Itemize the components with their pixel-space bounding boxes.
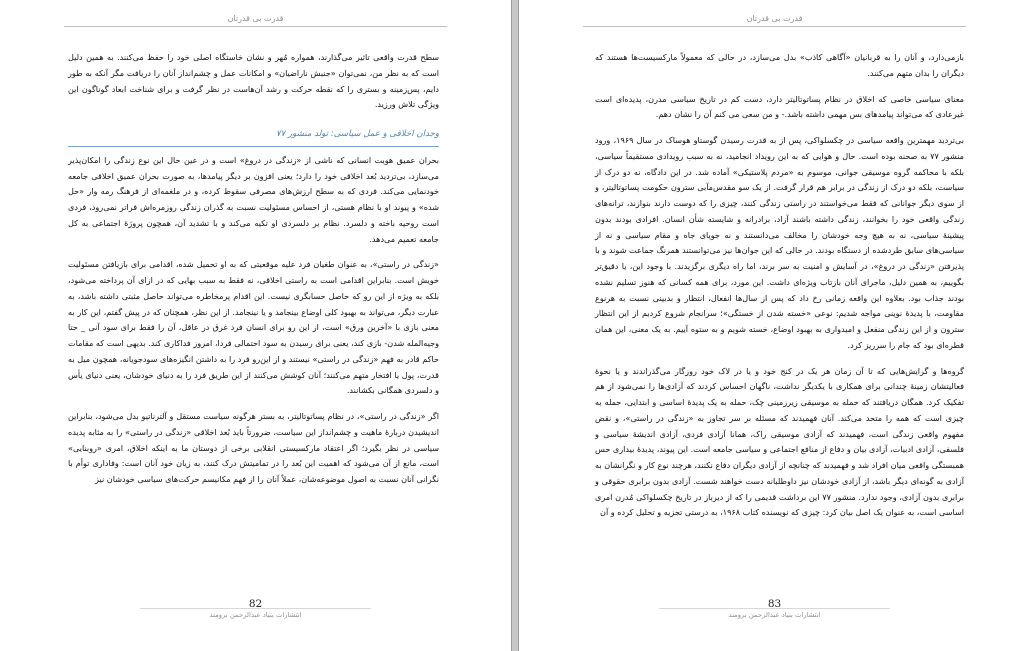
paragraph: بازمی‌دارد، و آنان را به قربانیان «آگاهی کاذب» بدل می‌سازد، در حالی که معمولاً مارکسیست‌ها هستند که دیگران را بدان متهم می‌کنند.	[595, 52, 964, 78]
page-number: 82	[248, 598, 263, 610]
paragraph: معنای سیاسی خاصی که اخلاق در نظام پساتوتالیتر دارد، دست کم در تاریخ سیاسی مدرن، پدیده‌ای است غیرعادی که می‌تواند پیامدهای بس مهمی داشته باشد.- و من سعی می کنم آن را نشان دهم.	[595, 93, 964, 120]
paragraph: «زندگی در راستی»، به عنوان طغیان فرد علیه موقعیتی که به او تحمیل شده، اقدامی برای بازیافتن مسئولیت خویش است. بنابراین اقدامی است به راستی اخلاقی، نه فقط به سبب بهایی که در ازای آن پرداخته می‌شود، بلکه به ویژه از این رو که حاصل حسابگری نیست. این اقدام پرمخاطره می‌تواند حاصل مثبتی داشته باشد، به عبارت دیگر، می‌تواند به بهبود کلی اوضاع بینجامد و یا نینجامد. از این نظر، همچنان که در پیش گفتم، این کار به معنی بازی با «آخرین ورق» است، از این رو برای انسان فرد غرق در عاقل، آن را فقط برای سود آنی _ حتا وجیه‌المله شدن- بازی کند، یعنی برای رسیدن به سود احتمالی فردا، امروز فداکاری کند. بدیهی است که مقامات حاکم قادر به فهم «زندگی در راستی» نیستند و از این‌رو فرد را به داشتن انگیزه‌های سودجویانه، همچون میل به قدرت، پول یا افتخار متهم می‌کنند؛ آنان کوشش می‌کنند از این طریق فرد را به دنیای خودشان، یعنی دنیای یأس و دلسردی همگانی بکشانند.	[68, 259, 439, 396]
publisher-footer: انتشارات بنیاد عبدالرحمن برومند	[728, 611, 821, 619]
right-page	[518, 0, 1030, 651]
paragraph: بی‌تردید مهمترین واقعه سیاسی در چکسلواکی، پس از به قدرت رسیدن گوستاو هوساک در سال ۱۹۶۹، ورود منشور ۷۷ به صحنه بوده است. حال و هوایی که به این رویداد انجامید، نه به سبب رویدادی مستقیماً سیاسی، بلکه با محاکمه گروه موسیقی جوانی، موسوم به «مردم پلاستیکی» آماده شد. در این دادگاه، نه دو درک از سیاست، بلکه دو درک از زندگی در برابر هم قرار گرفت. از یک سو مقدس‌مآبی سترون حکومت پساتوتالیتر، و از سوی دیگر جوانانی که فقط می‌خواستند در راستی زندگی کنند، چیزی را که دوست دارند بنوازند، ترانه‌های زندگی واقعی خود را بخوانند، زندگی داشته باشند آزاد، برادرانه و شایسته شأن انسان. افرادی بودند بدون پیشینۀ سیاسی، نه به هیچ وجه خودشان را مخالف می‌دانستند و نه جویای جاه و مقام سیاسی و نه از سیاسی‌های سابق طردشده از دستگاه بودند. در حالی که این جوان‌ها نیز می‌توانستند همرنگ جماعت شوند و با پذیرفتن «زندگی در دروغ»، در آسایش و امنیت به سر برند، اما راه دیگری برگزیدند. با وجود این، یا دقیق‌تر بگوییم، به همین دلیل، ماجرای آنان بازتاب ویژه‌ای داشت. این مورد، برای همه کسانی که هنوز تسلیم نشده بودند جذاب بود. بعلاوه این واقعه زمانی رخ داد که پس از سال‌ها انفعال، انتظار و بدبینی نسبت به هرنوع مقاومت، با پدیدۀ نوینی مواجه شدیم: نوعی «خسته شدن از خستگی»؛ سرانجام شروع کردیم از این انتظار سترون و از این زندگی منفعل و امیدواری به بهبود اوضاع، خسته شویم و به ستوه آییم. به یک معنی، این همان قطره‌ای بود که جام را سرریز کرد.	[595, 135, 964, 350]
paragraph: اگر «زندگی در راستی»، در نظام پساتوتالیتر، به بستر هرگونه سیاست مستقل و آلترناتیو بدل می‌شود، بنابراین اندیشیدن دربارۀ ماهیت و چشم‌انداز این سیاست، ضرورتاً باید بُعد اخلاقی «زندگی در راستی» را به مثابه پدیده سیاسی در نظر بگیرد؛ اگر اعتقاد مارکسیستی انقلابی برخی از دوستان ما به اینکه اخلاق، امری «روبنایی» است، مانع از آن می‌شود که اهمیت این بُعد را در تمامیتش درک کنند، به زیان خود آنان است: وفاداری توأم با نگرانی آنان نسبت به اصول موضوعه‌شان، عملاً آنان را از فهم مکانیسم حرکت‌های سیاسی خودشان نیز	[68, 411, 439, 484]
left-page	[0, 0, 512, 651]
paragraph: گروه‌ها و گرایش‌هایی که تا آن زمان هر یک در کنج خود و یا در لاک خود روزگار می‌گذراندند و یا نحوۀ فعالیتشان زمینۀ چندانی برای همکاری با یکدیگر نداشت، ناگهان احساس کردند که آزادی‌ها را نمی‌شود از هم تفکیک کرد. همگان دریافتند که حمله به موسیقی زیرزمینی چک، حمله به یک پدیدۀ اساسی و ابتدایی، حمله به چیزی است که همه را متحد می‌کند. آنان فهمیدند که مسئله بر سر تجاوز به «زندگی در راستی»، و نقض مفهوم واقعی زندگی است، فهمیدند که آزادی موسیقی راک، همانا آزادی فردی، آزادی اندیشۀ سیاسی و فلسفی، آزادی ادبیات، آزادی بیان و دفاع از منافع اجتماعی و سیاسی جامعه است. این پیوند، پدیدۀ بیداری حس همبستگی واقعی میان افراد شد و فهمیدند که چنانچه از آزادی دیگران دفاع نکنند، هرچند نوع کار و نگرانشان به آزادی به گونه‌ای دیگر باشد، از آزادی خودشان نیز داوطلبانه دست خواهند شست. آزادی بدون برابری حقوقی و برابری بدون آزادی، وجود ندارد. منشور ۷۷ این برداشت قدیمی را که از دیرباز در تاریخ چکسلواکی مُدرن امری اساسی است، به عنوان یک اصل بیان کرد: چیزی که نویسنده کتاب ۱۹۶۸، به درستی تجزیه و تحلیل کرده و آن	[595, 365, 964, 518]
running-header: قدرت بی قدرتان	[746, 14, 803, 23]
page-body	[595, 50, 964, 531]
paragraph: سطح قدرت واقعی تاثیر می‌گذارند، همواره مُهر و نشان خاستگاه اصلی خود را حفظ می‌کنند. به همین دلیل است که به نظر من، نمی‌توان «جنبش ناراضیان» و امکانات عمل و چشم‌انداز آنان را دریافت مگر آنکه به طور دایم، پس‌زمینه و بستری را که نقطه حرکت و رشد آن‌هاست در نظر گرفت و برای شناخت ابعاد گوناگون این ویژگی تلاش ورزید.	[68, 52, 439, 110]
page-body	[68, 50, 439, 498]
running-header: قدرت بی قدرتان	[227, 14, 284, 23]
section-heading: وجدان اخلاقی و عمل سیاسی: تولد منشور ۷۷	[68, 125, 439, 147]
header-rule	[583, 26, 966, 27]
header-rule	[64, 26, 447, 27]
page-number: 83	[767, 598, 782, 610]
paragraph: بحران عمیق هویت انسانی که ناشی از «زندگی در دروغ» است و در عین حال این نوع زندگی را امکان‌پذیر می‌سازد، بی‌تردید بُعد اخلاقی خود را دارد؛ یعنی افزون بر دیگر پیامدها، به صورت بحران عمیق اخلاقی جامعه خودنمایی می‌کند. فردی که به سطح ارزش‌های مصرفی سقوط کرده، و در ملغمه‌ای از فرهنگ رمه وار «حل شده» و پیوند او با نظام هستی، از احساس مسئولیت نسبت به گذران زندگی روزمره‌اش فراتر نمی‌رود، فردی است روحیه باخته و دلسرد. نظام بر دلسردی او تکیه می‌کند و با تشدید آن، همچون پروژۀ اجتماعی به کل جامعه تعمیم می‌دهد.	[68, 154, 439, 244]
publisher-footer: انتشارات بنیاد عبدالرحمن برومند	[209, 611, 302, 619]
